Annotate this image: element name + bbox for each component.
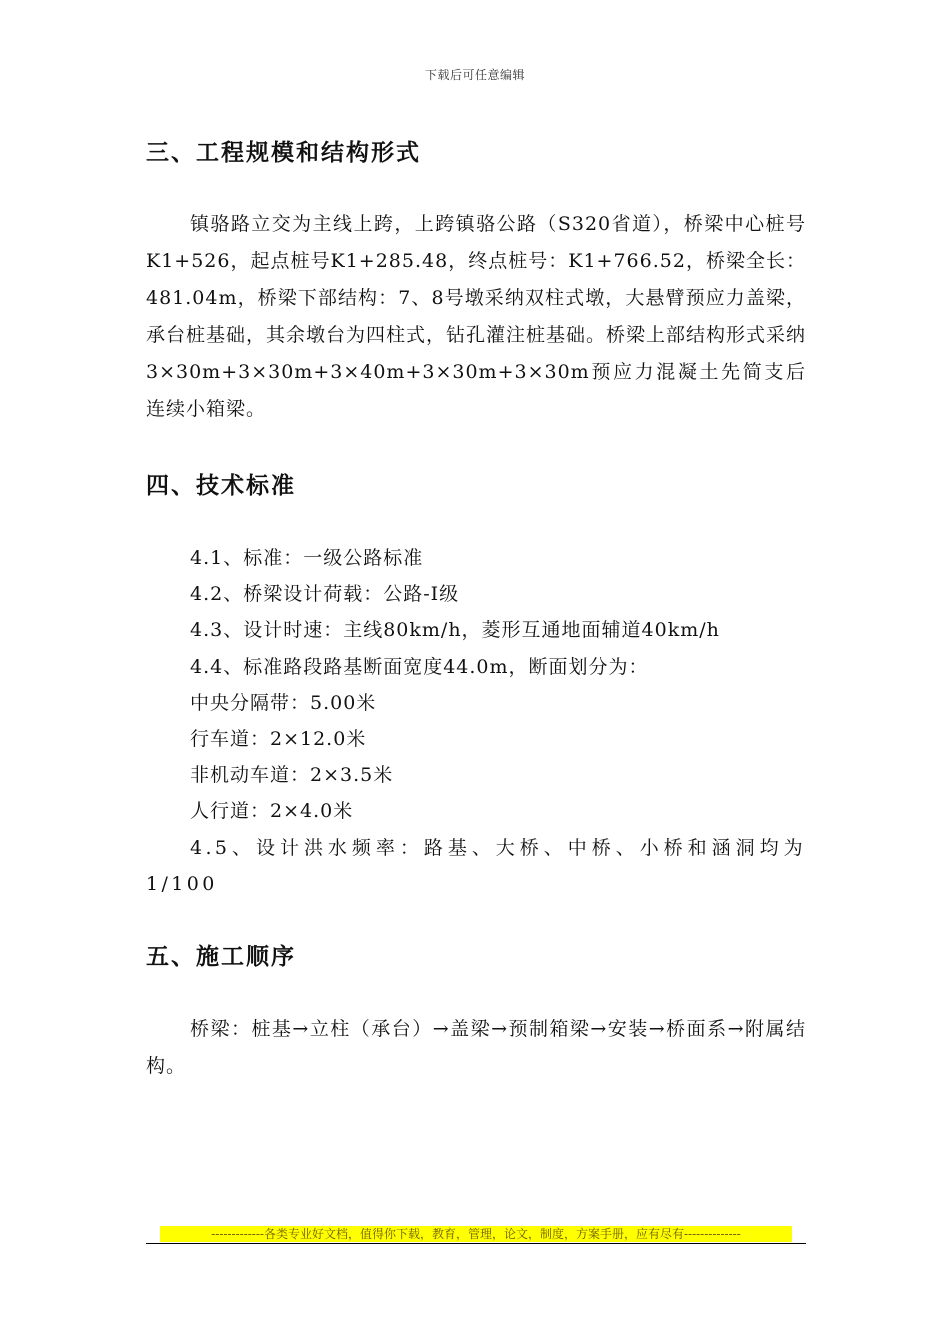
list-item: 行车道：2×12.0米: [190, 728, 367, 751]
footer-banner: -------------各类专业好文档，值得你下载，教育，管理，论文，制度，方案手册，应有尽有--------------: [160, 1226, 792, 1242]
list-item: 中央分隔带：5.00米: [190, 691, 377, 714]
footer-divider: [146, 1243, 806, 1244]
list-item: 4.5、设计洪水频率：路基、大桥、中桥、小桥和涵洞均为1/100: [146, 836, 806, 895]
section-3-heading: 三、工程规模和结构形式: [146, 140, 421, 166]
list-item: 人行道：2×4.0米: [190, 800, 354, 823]
list-item: 4.1、标准：一级公路标准: [190, 547, 424, 569]
list-item: 4.4、标准路段路基断面宽度44.0m，断面划分为：: [190, 655, 649, 678]
list-item: 4.3、设计时速：主线80km/h，菱形互通地面辅道40km/h: [190, 619, 720, 642]
section-5-heading: 五、施工顺序: [146, 944, 296, 970]
section-3-body: 镇骆路立交为主线上跨，上跨镇骆公路（S320省道），桥梁中心桩号K1+526，起点桩号K1+285.48，终点桩号：K1+766.52，桥梁全长：481.04m，桥梁下部结构：7、8号墩采纳双柱式墩，大悬臂预应力盖梁，承台桩基础，其余墩台为四柱式，钻孔灌注桩基础。桥梁上部结构形式采纳3×30m+3×30m+3×40m+3×30m+3×30m预应力混凝土先简支后连续小箱梁。: [146, 213, 807, 420]
section-5-body: 桥梁：桩基→立柱（承台）→盖梁→预制箱梁→安装→桥面系→附属结构。: [146, 1018, 806, 1077]
section-4-heading: 四、技术标准: [146, 473, 296, 499]
page-header: 下载后可任意编辑: [424, 68, 525, 82]
list-item: 4.2、桥梁设计荷载：公路-Ⅰ级: [190, 583, 460, 606]
technical-standards-list: [146, 540, 806, 902]
list-item: 非机动车道：2×3.5米: [190, 764, 394, 787]
